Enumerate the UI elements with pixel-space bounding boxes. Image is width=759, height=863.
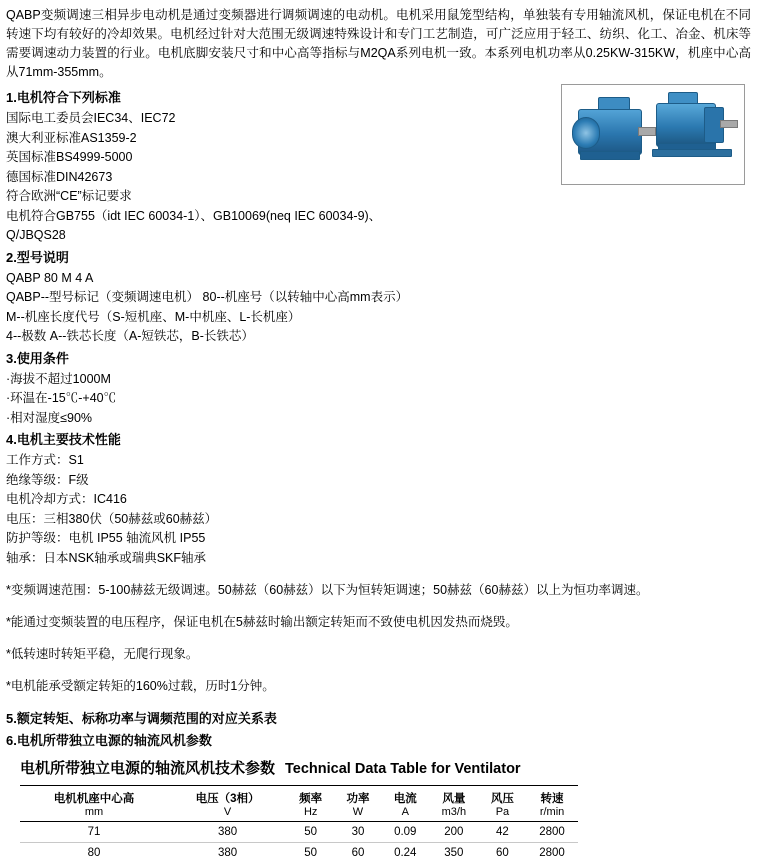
section-body-technical-performance xyxy=(6,451,751,568)
line-item: QABP--型号标记（变频调速电机） 80--机座号（以转轴中心高mm表示） xyxy=(6,290,409,304)
table-header-row-units xyxy=(20,806,578,822)
column-unit: A xyxy=(401,805,409,818)
note-item: *变频调速范围：5-100赫兹无级调速。50赫兹（60赫兹）以下为恒转矩调速；50赫兹（60赫兹）以上为恒功率调速。 xyxy=(6,582,649,597)
table-cell: 380 xyxy=(217,825,238,838)
column-unit: V xyxy=(223,805,232,818)
table-cell: 380 xyxy=(168,842,287,863)
ventilator-data-table xyxy=(20,785,578,863)
column-unit: Pa xyxy=(495,805,510,818)
line-item: ·环温在-15℃-+40℃ xyxy=(6,391,117,405)
table-header xyxy=(20,785,578,821)
column-header: 电流 xyxy=(393,792,417,805)
column-unit: m3/h xyxy=(441,805,467,818)
note-item: *低转速时转矩平稳，无爬行现象。 xyxy=(6,646,199,661)
column-header: 风量 xyxy=(442,792,466,805)
line-item: 电机符合GB755（idt IEC 60034-1）、GB10069(neq IEC 60034-9)、 xyxy=(6,208,382,223)
line-item: 德国标准DIN42673 xyxy=(6,169,113,184)
line-item: 绝缘等级：F级 xyxy=(6,472,89,487)
column-header: 频率 xyxy=(299,792,323,805)
table-cell: 60 xyxy=(479,842,526,863)
notes-block xyxy=(6,581,751,697)
table-cell: 71 xyxy=(87,825,101,838)
table-row xyxy=(20,821,578,842)
column-unit: mm xyxy=(84,805,104,818)
line-item: 国际电工委员会IEC34、IEC72 xyxy=(6,111,176,125)
section-body-model-description xyxy=(6,269,751,347)
note-item: *电机能承受额定转矩的160%过载，历时1分钟。 xyxy=(6,678,275,693)
column-header: 功率 xyxy=(346,792,370,805)
column-header: 电机机座中心高 xyxy=(53,792,135,805)
axial-fan-icon xyxy=(572,117,600,149)
table-cell: 200 xyxy=(444,825,464,838)
line-item: 工作方式：S1 xyxy=(6,453,84,467)
line-item: Q/JBQS28 xyxy=(6,228,66,242)
line-item: ·海拔不超过1000M xyxy=(6,371,111,386)
ventilator-table-title-cn: 电机所带独立电源的轴流风机技术参数 xyxy=(20,759,276,777)
photo-inner xyxy=(564,87,742,182)
line-item: 电压：三相380伏（50赫兹或60赫兹） xyxy=(6,511,218,526)
table-cell: 50 xyxy=(304,825,318,838)
line-item: 防护等级：电机 IP55 轴流风机 IP55 xyxy=(6,531,206,545)
table-row xyxy=(20,842,578,863)
table-cell: 0.24 xyxy=(382,842,429,863)
section-body-operating-conditions xyxy=(6,370,751,429)
section-title-torque-power-table: 5.额定转矩、标称功率与调频范围的对应关系表 xyxy=(6,710,277,726)
motor-shaft-right-icon xyxy=(720,120,738,128)
table-cell: 2800 xyxy=(539,825,565,838)
column-header: 风压 xyxy=(490,792,514,805)
table-cell: 50 xyxy=(287,842,334,863)
line-item: QABP 80 M 4 A xyxy=(6,270,94,285)
table-cell: 60 xyxy=(334,842,381,863)
section-title-ventilator-params: 6.电机所带独立电源的轴流风机参数 xyxy=(6,732,212,748)
column-unit: r/min xyxy=(539,805,565,818)
column-unit: Hz xyxy=(303,805,318,818)
table-cell: 0.09 xyxy=(394,825,417,838)
section-title-model-description: 2.型号说明 xyxy=(6,249,69,265)
table-body xyxy=(20,821,578,863)
ventilator-table-title xyxy=(20,757,751,778)
column-header: 转速 xyxy=(540,792,564,805)
line-item: 4--极数 A--铁芯长度（A-短铁芯，B-长铁芯） xyxy=(6,329,254,343)
line-item: 轴承：日本NSK轴承或瑞典SKF轴承 xyxy=(6,550,207,565)
column-unit: W xyxy=(352,805,364,818)
intro-paragraph: QABP变频调速三相异步电动机是通过变频器进行调频调速的电动机。电机采用鼠笼型结构，单独装有专用轴流风机，保证电机在不同转速下均有较好的冷却效果。电机经过针对大范围无级调速特殊设计和专门工艺制造，可广泛应用于轻工、纺织、化工、冶金、机床等需要调速动力装置的行业。电机底脚安装尺寸和中心高等指标与M2QA系列电机一致。本系列电机功率从0.25KW-315KW，机座中心高从71mm-355mm。 xyxy=(6,8,751,79)
column-header: 电压（3相） xyxy=(195,792,260,805)
note-item: *能通过变频装置的电压程序，保证电机在5赫兹时输出额定转矩而不致使电机因发热而烧毁。 xyxy=(6,614,518,629)
line-item: 电机冷却方式：IC416 xyxy=(6,492,127,506)
table-header-row-names xyxy=(20,785,578,806)
table-cell: 2800 xyxy=(526,842,578,863)
section-title-standards: 1.电机符合下列标准 xyxy=(6,90,121,105)
line-item: M--机座长度代号（S-短机座、M-中机座、L-长机座） xyxy=(6,309,301,324)
line-item: 英国标准BS4999-5000 xyxy=(6,150,133,164)
motor-shaft-left-icon xyxy=(638,127,656,136)
section-title-technical-performance: 4.电机主要技术性能 xyxy=(6,432,121,447)
ventilator-table-title-en: Technical Data Table for Ventilator xyxy=(285,760,521,777)
motor-foot-left-icon xyxy=(580,151,640,160)
line-item: ·相对湿度≤90% xyxy=(6,410,93,425)
table-cell: 350 xyxy=(429,842,479,863)
section-title-operating-conditions: 3.使用条件 xyxy=(6,350,69,366)
line-item: 澳大利亚标准AS1359-2 xyxy=(6,130,137,145)
table-cell: 80 xyxy=(20,842,168,863)
ventilator-table-wrapper xyxy=(6,757,751,863)
table-cell: 30 xyxy=(351,825,365,838)
table-cell: 42 xyxy=(496,825,509,838)
motor-base-icon xyxy=(652,149,732,157)
motor-product-photo xyxy=(561,84,745,185)
line-item: 符合欧洲“CE”标记要求 xyxy=(6,189,132,203)
